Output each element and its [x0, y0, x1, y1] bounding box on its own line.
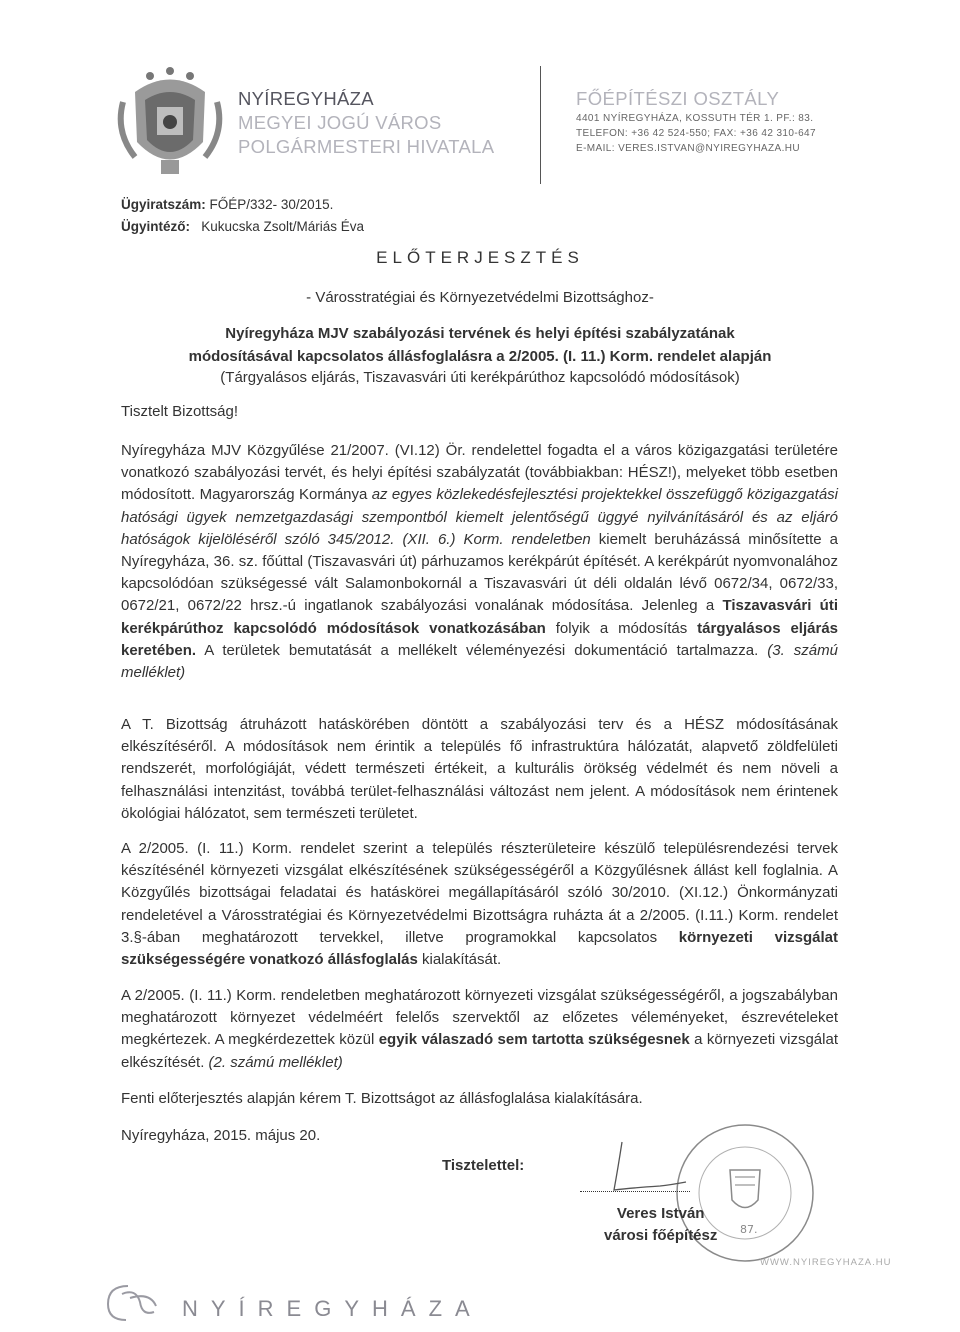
- header-city-subtitle: MEGYEI JOGÚ VÁROS: [238, 112, 442, 133]
- case-officer: [121, 219, 364, 234]
- subject-line-3: (Tárgyalásos eljárás, Tiszavasvári úti kerékpárúthoz kapcsolódó módosítások): [220, 369, 740, 386]
- greeting: Tisztelt Bizottság!: [121, 403, 238, 420]
- p3-text-2: kialakítását.: [417, 951, 502, 969]
- signer-block: [604, 1203, 717, 1247]
- header-divider: [540, 66, 541, 184]
- p3-bold-1: környezeti vizsgálat szükségességére vonatkozó állásfoglalás: [121, 928, 838, 969]
- header-city: NYÍREGYHÁZA: [238, 88, 374, 109]
- p4-italic-1: (2. számú melléklet): [208, 1053, 343, 1071]
- paragraph-2: A T. Bizottság átruházott hatáskörében döntött a szabályozási terv és a HÉSZ módosításának elkészítéséről. A módosítások nem érintik a település fő infrastruktúra hálózatát, alapvető zöldfelületi rendszerét, morfológiáját, védett természeti értékeit, a kulturális örökség védelmét és nem növeli a felhasználási intenzitást, továbbá terület-felhasználási változást nem jelent. A módosítások nem érintenek ökológiai hálózatot, sem természeti területet.: [121, 716, 838, 822]
- p4-text-2: a környezeti vizsgálat elkészítését.: [121, 1031, 838, 1071]
- case-officer-label: Ügyintéző:: [121, 219, 190, 234]
- case-number: [121, 197, 333, 212]
- handwritten-signature: [600, 1138, 690, 1198]
- paragraph-4: [121, 985, 838, 1074]
- department-address: 4401 NYÍREGYHÁZA, KOSSUTH TÉR 1. PF.: 83.: [576, 113, 814, 124]
- header-office: POLGÁRMESTERI HIVATALA: [238, 136, 495, 157]
- footer-city-name: NYÍREGYHÁZA: [182, 1296, 483, 1321]
- department-title: FŐÉPÍTÉSZI OSZTÁLY: [576, 88, 780, 109]
- signer-name: Veres István: [616, 1205, 705, 1222]
- city-crest-logo: [115, 62, 225, 182]
- header-institution: [238, 87, 494, 159]
- p1-bold-2: tárgyalásos eljárás keretében.: [121, 619, 838, 659]
- svg-text:87.: 87.: [740, 1223, 758, 1236]
- case-officer-value: Kukucska Zsolt/Máriás Éva: [201, 219, 365, 234]
- signature-line: [580, 1191, 690, 1192]
- case-number-label: Ügyiratszám:: [121, 197, 206, 212]
- header-department: [576, 87, 816, 156]
- footer-logo-icon: [100, 1282, 162, 1324]
- addressee: - Városstratégiai és Környezetvédelmi Bizottsághoz-: [306, 289, 654, 306]
- p1-text-1: Nyíregyháza MJV Közgyűlése 21/2007. (VI.12) Ör. rendelettel fogadta el a város közigazgatási területére vonatkozó szabályozási tervét, és helyi építési szabályzatát (továbbiakban: HÉSZ!), melyeket több esetben módosított. Magyarország Kormánya: [121, 442, 838, 504]
- subject-line-1: Nyíregyháza MJV szabályozási tervének és helyi építési szabályzatának: [225, 325, 735, 342]
- p1-text-3: folyik a módosítás: [545, 619, 698, 637]
- department-phone: TELEFON: +36 42 524-550; FAX: +36 42 310-647: [576, 128, 816, 139]
- paragraph-5: Fenti előterjesztés alapján kérem T. Bizottságot az állásfoglalása kialakítására.: [121, 1090, 643, 1107]
- case-number-value: FŐÉP/332- 30/2015.: [209, 197, 334, 212]
- document-date: Nyíregyháza, 2015. május 20.: [121, 1127, 321, 1144]
- p1-italic-1: az egyes közlekedésfejlesztési projektekkel összefüggő közigazgatási hatósági ügyek nemzetgazdasági szempontból kiemelt jelentőségű üggyé nyilvánításáról és az eljáró hatóságok kijelöléséről szóló 345/2012. (XII. 6.) Korm. rendeletben: [121, 486, 838, 548]
- p1-italic-2: (3. számú melléklet): [121, 641, 838, 682]
- p4-text-1: A 2/2005. (I. 11.) Korm. rendeletben meghatározott környezeti vizsgálat szükségességéről, a jogszabályban meghatározott környezet védelméért felelős szervektől az előzetes véleményeket, észrevételeket megkértezek. A megkérdezettek közül: [121, 987, 838, 1049]
- paragraph-1: [121, 440, 838, 684]
- subject-line-2: módosításával kapcsolatos állásfoglalásra a 2/2005. (I. 11.) Korm. rendelet alapján: [188, 348, 772, 365]
- department-email: E-MAIL: VERES.ISTVAN@NYIREGYHAZA.HU: [576, 143, 801, 154]
- p1-text-2: kiemelt beruházássá minősítette a Nyíregyháza, 36. sz. főúttal (Tiszavasvári út) párhuzamos kerékpárút építését. A kerékpárút nyomvonalához kapcsolódóan szükségessé vált Salamonbokornál a Tiszavasvári út déli oldalán lévő 0672/34, 0672/33, 0672/21, 0672/22 hrsz.-ú ingatlanok szabályozási vonalának módosítása. Jelenleg a: [121, 530, 838, 615]
- document-title: ELŐTERJESZTÉS: [376, 248, 584, 267]
- closing: Tisztelettel:: [442, 1157, 525, 1174]
- signer-title: városi főépítész: [604, 1227, 718, 1244]
- paragraph-3: [121, 838, 838, 971]
- p1-bold-1: Tiszavasvári úti kerékpárúthoz kapcsolódó módosítások vonatkozásában: [121, 597, 838, 637]
- website-watermark: WWW.NYIREGYHAZA.HU: [760, 1257, 892, 1268]
- subject: [160, 322, 800, 368]
- p4-bold-1: egyik válaszadó sem tartotta szükségesnek: [378, 1031, 690, 1049]
- p3-text-1: A 2/2005. (I. 11.) Korm. rendelet szerint a település részterületeire készülő településrendezési tervek készítésénél környezeti vizsgálat elkészítésének szükségességéről a Közgyűlésnek állást kell foglalnia. A Közgyűlés bizottságai feladatai és hatáskörei megállapításáról szóló 30/2010. (XI.12.) Önkormányzati rendeletével a Városstratégiai és Környezetvédelmi Bizottságra ruházta át a 2/2005. (I.11.) Korm. rendelet 3.§-ában meghatározott tervekkel, illetve programokkal kapcsolatos: [121, 840, 838, 946]
- p1-text-4: A területek bemutatását a mellékelt véleményezési dokumentáció tartalmazza.: [196, 641, 768, 659]
